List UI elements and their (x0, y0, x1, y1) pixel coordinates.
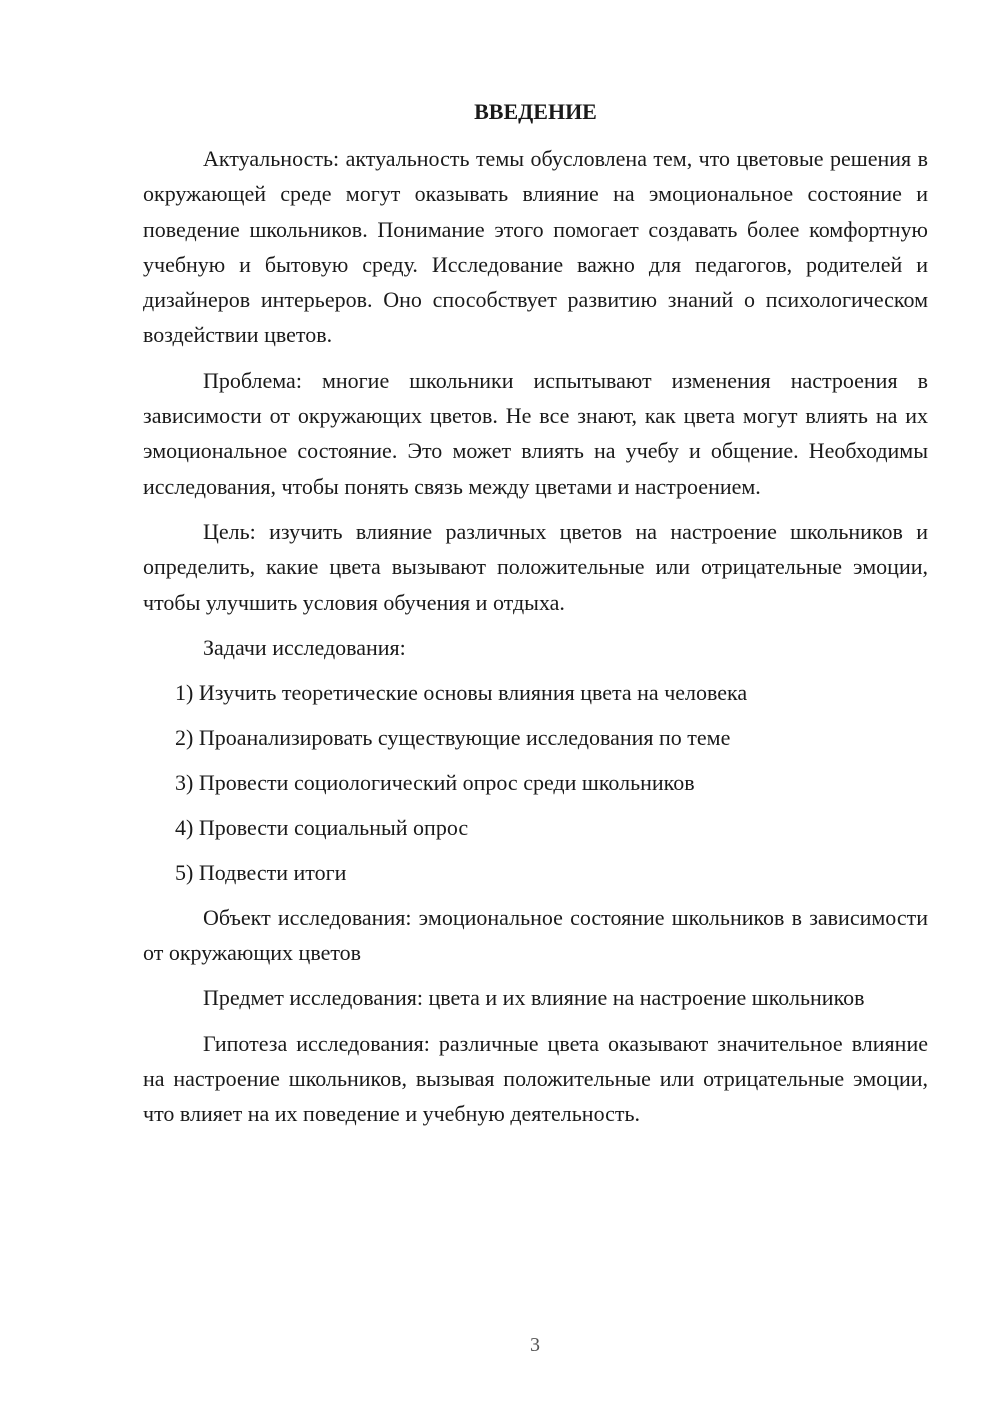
subject-paragraph: Предмет исследования: цвета и их влияние на настроение школьников (203, 985, 865, 1011)
hypothesis-paragraph: Гипотеза исследования: различные цвета оказывают значительное влияние на настроение школьников, вызывая положительные или отрицательные эмоции, что влияет на их поведение и учебную деятельность. (143, 1030, 928, 1127)
task-item-5: 5) Подвести итоги (175, 859, 347, 885)
tasks-heading: Задачи исследования: (203, 634, 406, 660)
problem-paragraph: Проблема: многие школьники испытывают изменения настроения в зависимости от окружающих цветов. Не все знают, как цвета могут влиять на их эмоциональное состояние. Это может влиять на учебу и общение. Необходимы исследования, чтобы понять связь между цветами и настроением. (143, 367, 928, 499)
object-paragraph: Объект исследования: эмоциональное состояние школьников в зависимости от окружающих цветов (143, 904, 928, 966)
task-item-2: 2) Проанализировать существующие исследования по теме (175, 724, 731, 750)
page-number: 3 (530, 1334, 540, 1356)
task-item-1: 1) Изучить теоретические основы влияния цвета на человека (175, 679, 748, 705)
section-title: ВВЕДЕНИЕ (474, 99, 597, 124)
page-content (143, 94, 928, 1142)
task-item-4: 4) Провести социальный опрос (175, 814, 469, 840)
goal-paragraph: Цель: изучить влияние различных цветов на настроение школьников и определить, какие цвета вызывают положительные или отрицательные эмоции, чтобы улучшить условия обучения и отдыха. (143, 518, 928, 615)
task-item-3: 3) Провести социологический опрос среди школьников (175, 769, 695, 795)
relevance-paragraph: Актуальность: актуальность темы обусловлена тем, что цветовые решения в окружающей среде могут оказывать влияние на эмоциональное состояние и поведение школьников. Понимание этого помогает создавать более комфортную учебную и бытовую среду. Исследование важно для педагогов, родителей и дизайнеров интерьеров. Оно способствует развитию знаний о психологическом воздействии цветов. (143, 146, 928, 348)
